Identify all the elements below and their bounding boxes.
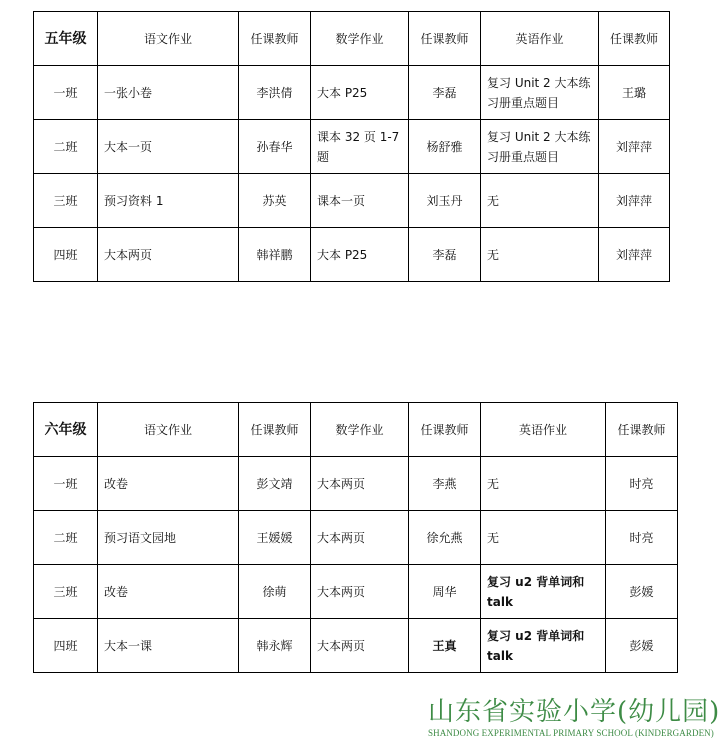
header-chinese-homework: 语文作业 bbox=[98, 403, 239, 457]
english-teacher: 王璐 bbox=[599, 66, 670, 120]
math-teacher: 李磊 bbox=[409, 228, 481, 282]
math-teacher: 李燕 bbox=[409, 457, 481, 511]
chinese-homework: 大本一页 bbox=[98, 120, 239, 174]
math-teacher: 王真 bbox=[409, 619, 481, 673]
english-homework: 复习 u2 背单词和 talk bbox=[481, 619, 606, 673]
table-row bbox=[34, 120, 670, 174]
table-row bbox=[34, 228, 670, 282]
math-homework: 大本 P25 bbox=[311, 228, 409, 282]
class-name: 三班 bbox=[34, 565, 98, 619]
header-english-homework: 英语作业 bbox=[481, 403, 606, 457]
class-name: 三班 bbox=[34, 174, 98, 228]
school-name-chinese: 山东省实验小学(幼儿园) bbox=[428, 697, 721, 727]
english-teacher: 时亮 bbox=[606, 457, 678, 511]
grade-label: 五年级 bbox=[34, 12, 98, 66]
header-math-homework: 数学作业 bbox=[311, 403, 409, 457]
math-homework: 大本两页 bbox=[311, 619, 409, 673]
chinese-teacher: 苏英 bbox=[239, 174, 311, 228]
chinese-homework: 大本一课 bbox=[98, 619, 239, 673]
class-name: 四班 bbox=[34, 619, 98, 673]
chinese-teacher: 李洪倩 bbox=[239, 66, 311, 120]
chinese-teacher: 徐萌 bbox=[239, 565, 311, 619]
math-teacher: 周华 bbox=[409, 565, 481, 619]
class-name: 四班 bbox=[34, 228, 98, 282]
class-name: 一班 bbox=[34, 457, 98, 511]
english-teacher: 刘萍萍 bbox=[599, 174, 670, 228]
math-homework: 课本 32 页 1-7 题 bbox=[311, 120, 409, 174]
chinese-teacher: 孙春华 bbox=[239, 120, 311, 174]
math-homework: 大本 P25 bbox=[311, 66, 409, 120]
table-row bbox=[34, 174, 670, 228]
header-teacher: 任课教师 bbox=[239, 12, 311, 66]
chinese-teacher: 韩永辉 bbox=[239, 619, 311, 673]
english-teacher: 刘萍萍 bbox=[599, 228, 670, 282]
english-homework: 复习 u2 背单词和 talk bbox=[481, 565, 606, 619]
table-header-row bbox=[34, 12, 670, 66]
english-teacher: 刘萍萍 bbox=[599, 120, 670, 174]
header-teacher: 任课教师 bbox=[606, 403, 678, 457]
english-homework: 无 bbox=[481, 457, 606, 511]
english-homework: 无 bbox=[481, 228, 599, 282]
math-homework: 大本两页 bbox=[311, 457, 409, 511]
chinese-homework: 一张小卷 bbox=[98, 66, 239, 120]
math-teacher: 徐允燕 bbox=[409, 511, 481, 565]
grade6-homework-table bbox=[33, 402, 678, 673]
header-teacher: 任课教师 bbox=[409, 12, 481, 66]
math-teacher: 李磊 bbox=[409, 66, 481, 120]
table-row bbox=[34, 511, 678, 565]
math-teacher: 刘玉丹 bbox=[409, 174, 481, 228]
english-teacher: 彭媛 bbox=[606, 619, 678, 673]
chinese-homework: 改卷 bbox=[98, 457, 239, 511]
english-homework: 无 bbox=[481, 174, 599, 228]
table-row bbox=[34, 66, 670, 120]
header-math-homework: 数学作业 bbox=[311, 12, 409, 66]
table-row bbox=[34, 565, 678, 619]
school-logo-watermark bbox=[428, 696, 720, 738]
math-homework: 大本两页 bbox=[311, 511, 409, 565]
english-teacher: 彭媛 bbox=[606, 565, 678, 619]
grade-label: 六年级 bbox=[34, 403, 98, 457]
class-name: 二班 bbox=[34, 511, 98, 565]
table-header-row bbox=[34, 403, 678, 457]
table-row bbox=[34, 457, 678, 511]
header-teacher: 任课教师 bbox=[239, 403, 311, 457]
math-homework: 大本两页 bbox=[311, 565, 409, 619]
chinese-teacher: 韩祥鹏 bbox=[239, 228, 311, 282]
chinese-homework: 改卷 bbox=[98, 565, 239, 619]
header-teacher: 任课教师 bbox=[409, 403, 481, 457]
chinese-homework: 大本两页 bbox=[98, 228, 239, 282]
english-homework: 复习 Unit 2 大本练习册重点题目 bbox=[481, 120, 599, 174]
chinese-teacher: 王媛媛 bbox=[239, 511, 311, 565]
english-homework: 复习 Unit 2 大本练习册重点题目 bbox=[481, 66, 599, 120]
chinese-homework: 预习资料 1 bbox=[98, 174, 239, 228]
chinese-homework: 预习语文园地 bbox=[98, 511, 239, 565]
header-teacher: 任课教师 bbox=[599, 12, 670, 66]
chinese-teacher: 彭文靖 bbox=[239, 457, 311, 511]
class-name: 一班 bbox=[34, 66, 98, 120]
school-name-english: SHANDONG EXPERIMENTAL PRIMARY SCHOOL (KINDERGARDEN) bbox=[428, 728, 714, 738]
class-name: 二班 bbox=[34, 120, 98, 174]
math-teacher: 杨舒雅 bbox=[409, 120, 481, 174]
header-english-homework: 英语作业 bbox=[481, 12, 599, 66]
english-homework: 无 bbox=[481, 511, 606, 565]
table-row bbox=[34, 619, 678, 673]
grade5-homework-table bbox=[33, 11, 670, 282]
english-teacher: 时亮 bbox=[606, 511, 678, 565]
header-chinese-homework: 语文作业 bbox=[98, 12, 239, 66]
math-homework: 课本一页 bbox=[311, 174, 409, 228]
